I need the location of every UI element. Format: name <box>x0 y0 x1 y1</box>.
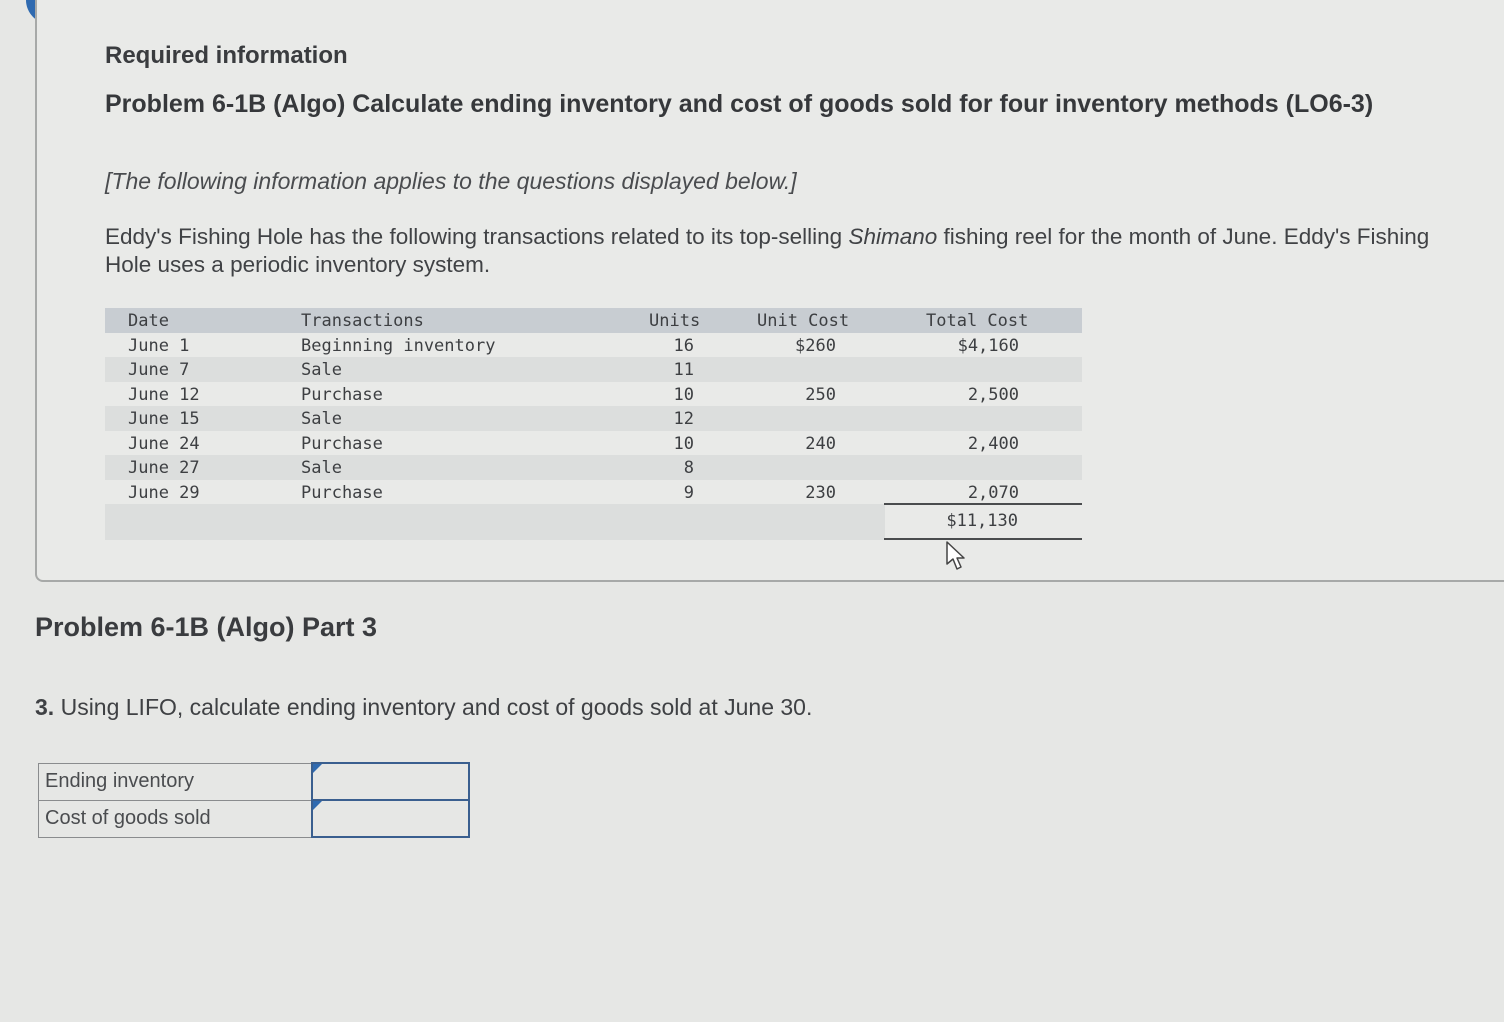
cell-date: June 7 <box>128 360 190 380</box>
grand-total-cost: $11,130 <box>946 511 1018 531</box>
cell-unit-cost: $260 <box>795 335 836 356</box>
part-title: Problem 6-1B (Algo) Part 3 <box>35 612 378 642</box>
table-row <box>105 455 1082 480</box>
cell-transaction: Beginning inventory <box>301 335 496 356</box>
cell-transaction: Purchase <box>301 433 383 454</box>
col-header-total-cost: Total Cost <box>926 311 1029 331</box>
total-row-band <box>105 504 885 540</box>
description-text-2: fishing reel for the month of June. Eddy's Fishing Hole uses a periodic inventory system. <box>105 224 1430 277</box>
description-text-1: Eddy's Fishing Hole has the following transactions related to its top-selling <box>105 224 849 249</box>
cell-date: June 12 <box>128 384 200 405</box>
table-row <box>105 480 1082 505</box>
question-body: Using LIFO, calculate ending inventory and cost of goods sold at June 30. <box>54 694 813 720</box>
table-row <box>105 382 1082 407</box>
cell-date: June 15 <box>128 409 200 429</box>
cell-units: 12 <box>673 409 694 429</box>
cell-date: June 1 <box>128 335 190 356</box>
input-marker-icon <box>313 764 322 773</box>
required-info-label: Required information <box>105 42 348 69</box>
cell-unit-cost: 250 <box>805 384 836 405</box>
cell-date: June 24 <box>128 433 200 454</box>
ending-inventory-label: Ending inventory <box>39 763 313 800</box>
description-brand: Shimano <box>848 224 938 249</box>
ending-inventory-cell[interactable] <box>312 763 469 800</box>
input-marker-icon <box>313 801 322 810</box>
col-header-unit-cost: Unit Cost <box>757 311 850 331</box>
cell-transaction: Sale <box>301 458 342 478</box>
cell-date: June 27 <box>128 458 200 478</box>
cell-units: 10 <box>673 384 694 405</box>
table-header-row <box>105 308 1082 333</box>
question-number: 3. <box>35 694 55 720</box>
cell-transaction: Sale <box>301 360 342 380</box>
ending-inventory-row <box>39 763 470 800</box>
cell-units: 8 <box>683 458 694 478</box>
col-header-transactions: Transactions <box>301 311 424 331</box>
table-row <box>105 333 1082 358</box>
cogs-cell[interactable] <box>312 800 469 837</box>
cell-transaction: Purchase <box>301 384 383 405</box>
question-text <box>35 694 812 721</box>
cell-units: 16 <box>673 335 694 356</box>
cell-total-cost: 2,500 <box>967 384 1019 405</box>
problem-title: Problem 6-1B (Algo) Calculate ending inventory and cost of goods sold for four inventory methods (LO6-3) <box>105 90 1374 118</box>
cell-unit-cost: 240 <box>805 433 836 454</box>
cell-units: 10 <box>673 433 694 454</box>
cell-date: June 29 <box>128 482 200 503</box>
subtotal-rule <box>884 503 1082 505</box>
cell-total-cost: $4,160 <box>957 335 1019 356</box>
transactions-table <box>105 308 1082 504</box>
answer-table <box>38 762 470 838</box>
info-note: [The following information applies to the questions displayed below.] <box>105 168 797 194</box>
cell-total-cost: 2,400 <box>967 433 1019 454</box>
col-header-units: Units <box>649 311 701 331</box>
problem-description <box>105 223 1435 279</box>
table-row <box>105 357 1082 382</box>
ending-inventory-input[interactable] <box>313 764 468 799</box>
cogs-row <box>39 800 470 837</box>
cogs-label: Cost of goods sold <box>39 800 313 837</box>
col-header-date: Date <box>128 311 169 331</box>
cell-units: 9 <box>683 482 694 503</box>
mouse-pointer-icon <box>945 540 967 572</box>
cell-transaction: Sale <box>301 409 342 429</box>
total-double-rule <box>884 538 1082 540</box>
cell-total-cost: 2,070 <box>967 482 1019 503</box>
table-row <box>105 406 1082 431</box>
cell-unit-cost: 230 <box>805 482 836 503</box>
cogs-input[interactable] <box>313 801 468 836</box>
table-row <box>105 431 1082 456</box>
cell-units: 11 <box>673 360 694 380</box>
cell-transaction: Purchase <box>301 482 383 503</box>
